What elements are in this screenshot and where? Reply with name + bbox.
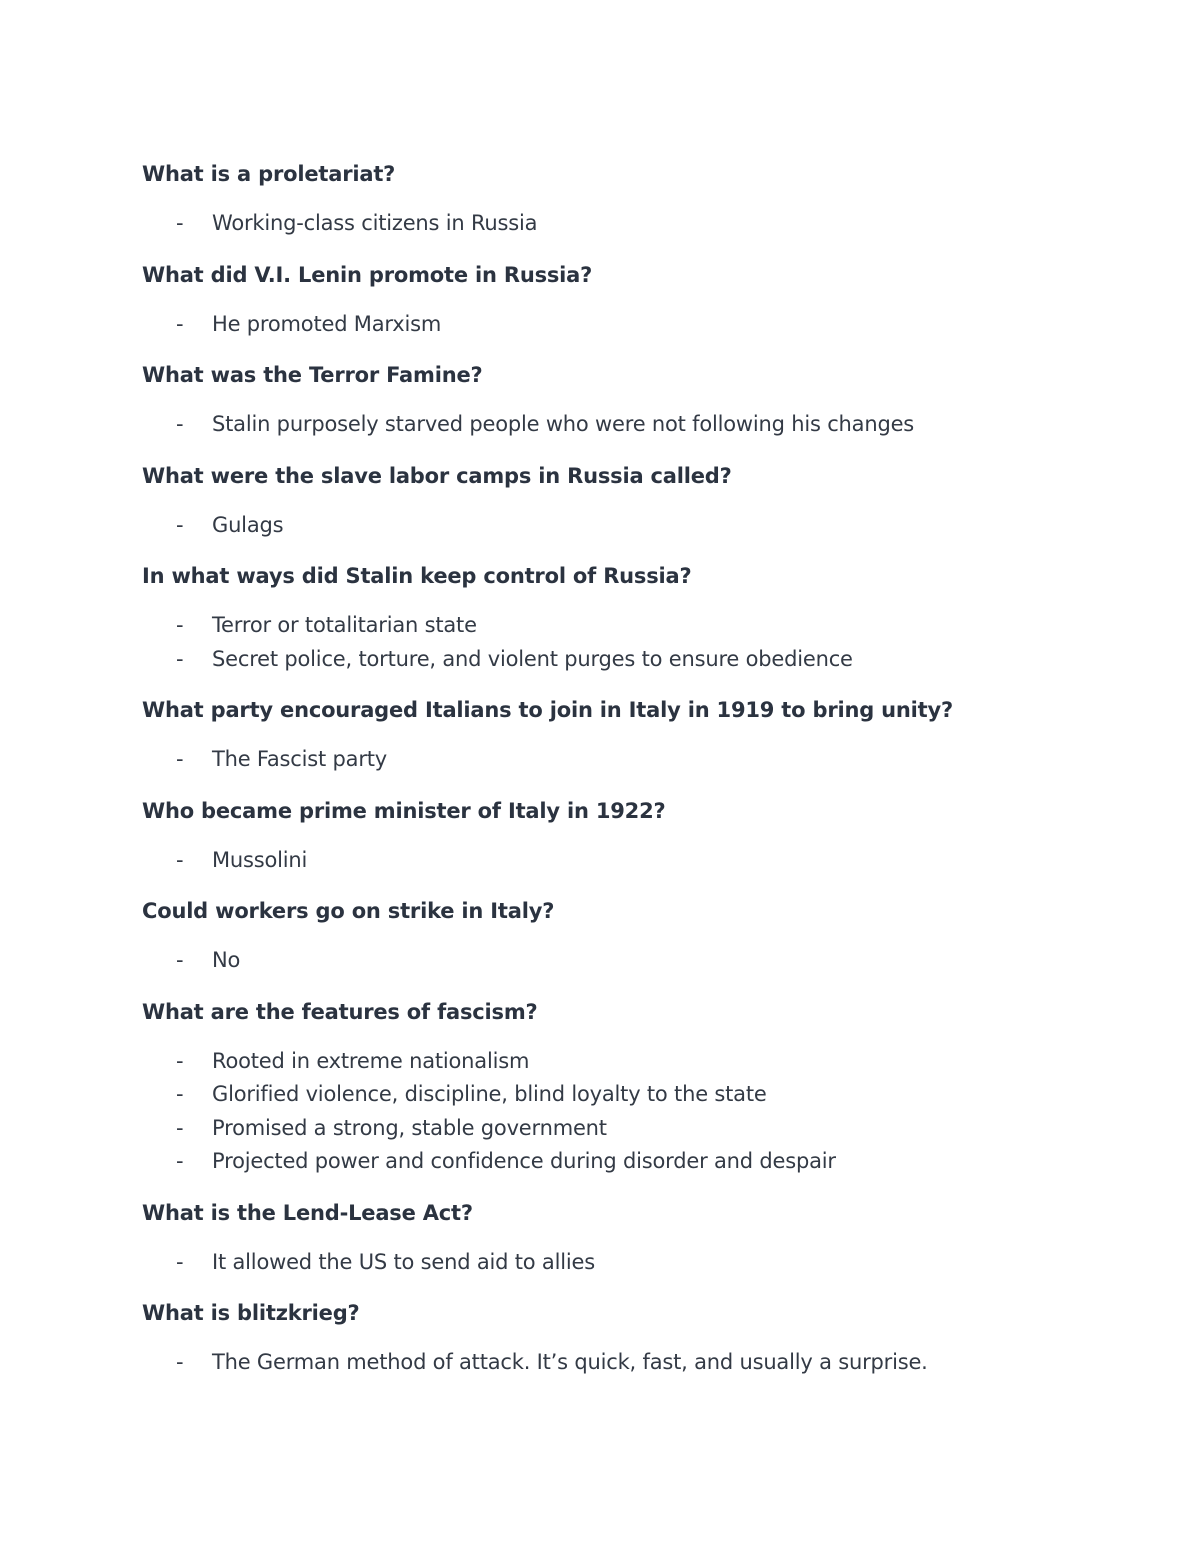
- answer-text: He promoted Marxism: [212, 311, 442, 336]
- qa-block: [142, 794, 1142, 878]
- answer-item: [142, 743, 1142, 777]
- dash-bullet: -: [176, 1350, 184, 1374]
- dash-bullet: -: [176, 211, 184, 235]
- answer-item: [142, 1346, 1142, 1380]
- answer-list: [142, 408, 1142, 442]
- answer-list: [142, 1045, 1142, 1179]
- answer-text: The Fascist party: [212, 747, 388, 771]
- answer-item: [142, 1045, 1142, 1079]
- qa-block: [142, 459, 1142, 543]
- answer-text: Terror or totalitarian state: [212, 613, 477, 637]
- answer-text: Rooted in extreme nationalism: [212, 1048, 530, 1073]
- qa-block: [142, 1196, 1142, 1280]
- answer-text: Stalin purposely starved people who were not following his changes: [212, 412, 915, 436]
- answer-text: Secret police, torture, and violent purges to ensure obedience: [212, 646, 853, 671]
- answer-text: No: [212, 948, 241, 972]
- answer-text: Gulags: [212, 512, 284, 537]
- answer-item: [142, 1145, 1142, 1179]
- qa-block: [142, 157, 1142, 241]
- dash-bullet: -: [176, 1048, 184, 1073]
- answer-list: [142, 944, 1142, 978]
- question-heading: What did V.I. Lenin promote in Russia?: [142, 262, 593, 287]
- question-heading: What party encouraged Italians to join in Italy in 1919 to bring unity?: [142, 698, 953, 722]
- answer-text: Mussolini: [212, 847, 308, 872]
- question-heading: Who became prime minister of Italy in 1922?: [142, 798, 666, 823]
- answer-item: [142, 207, 1142, 241]
- document-body: [142, 157, 1142, 1397]
- answer-text: Projected power and confidence during disorder and despair: [212, 1149, 836, 1173]
- question-heading: What is a proletariat?: [142, 162, 396, 186]
- answer-item: [142, 1246, 1142, 1280]
- qa-block: [142, 693, 1142, 777]
- answer-item: [142, 308, 1142, 342]
- answer-text: It allowed the US to send aid to allies: [212, 1249, 595, 1274]
- answer-item: [142, 509, 1142, 543]
- question-heading: What was the Terror Famine?: [142, 363, 483, 387]
- question-heading: What are the features of fascism?: [142, 999, 538, 1024]
- dash-bullet: -: [176, 646, 184, 671]
- answer-list: [142, 743, 1142, 777]
- qa-block: [142, 258, 1142, 342]
- dash-bullet: -: [176, 512, 184, 537]
- answer-list: [142, 207, 1142, 241]
- answer-item: [142, 643, 1142, 677]
- qa-block: [142, 894, 1142, 978]
- dash-bullet: -: [176, 747, 184, 771]
- answer-item: [142, 944, 1142, 978]
- answer-list: [142, 308, 1142, 342]
- dash-bullet: -: [176, 613, 184, 637]
- question-heading: What is blitzkrieg?: [142, 1301, 360, 1325]
- answer-item: [142, 844, 1142, 878]
- answer-list: [142, 1346, 1142, 1380]
- answer-item: [142, 609, 1142, 643]
- qa-block: [142, 358, 1142, 442]
- answer-item: [142, 1112, 1142, 1146]
- dash-bullet: -: [176, 1249, 184, 1274]
- answer-item: [142, 408, 1142, 442]
- dash-bullet: -: [176, 948, 184, 972]
- answer-list: [142, 609, 1142, 676]
- dash-bullet: -: [176, 1149, 184, 1173]
- question-heading: What were the slave labor camps in Russia called?: [142, 463, 732, 488]
- answer-text: Working-class citizens in Russia: [212, 211, 538, 235]
- question-heading: In what ways did Stalin keep control of Russia?: [142, 564, 692, 588]
- question-heading: Could workers go on strike in Italy?: [142, 899, 555, 923]
- dash-bullet: -: [176, 412, 184, 436]
- answer-list: [142, 509, 1142, 543]
- qa-block: [142, 559, 1142, 676]
- dash-bullet: -: [176, 1082, 184, 1106]
- qa-block: [142, 1296, 1142, 1380]
- dash-bullet: -: [176, 1115, 184, 1140]
- answer-text: The German method of attack. It’s quick, fast, and usually a surprise.: [212, 1350, 928, 1374]
- qa-block: [142, 995, 1142, 1179]
- dash-bullet: -: [176, 311, 184, 336]
- answer-item: [142, 1078, 1142, 1112]
- dash-bullet: -: [176, 847, 184, 872]
- answer-text: Glorified violence, discipline, blind loyalty to the state: [212, 1082, 767, 1106]
- answer-text: Promised a strong, stable government: [212, 1115, 607, 1140]
- answer-list: [142, 844, 1142, 878]
- question-heading: What is the Lend-Lease Act?: [142, 1200, 473, 1225]
- answer-list: [142, 1246, 1142, 1280]
